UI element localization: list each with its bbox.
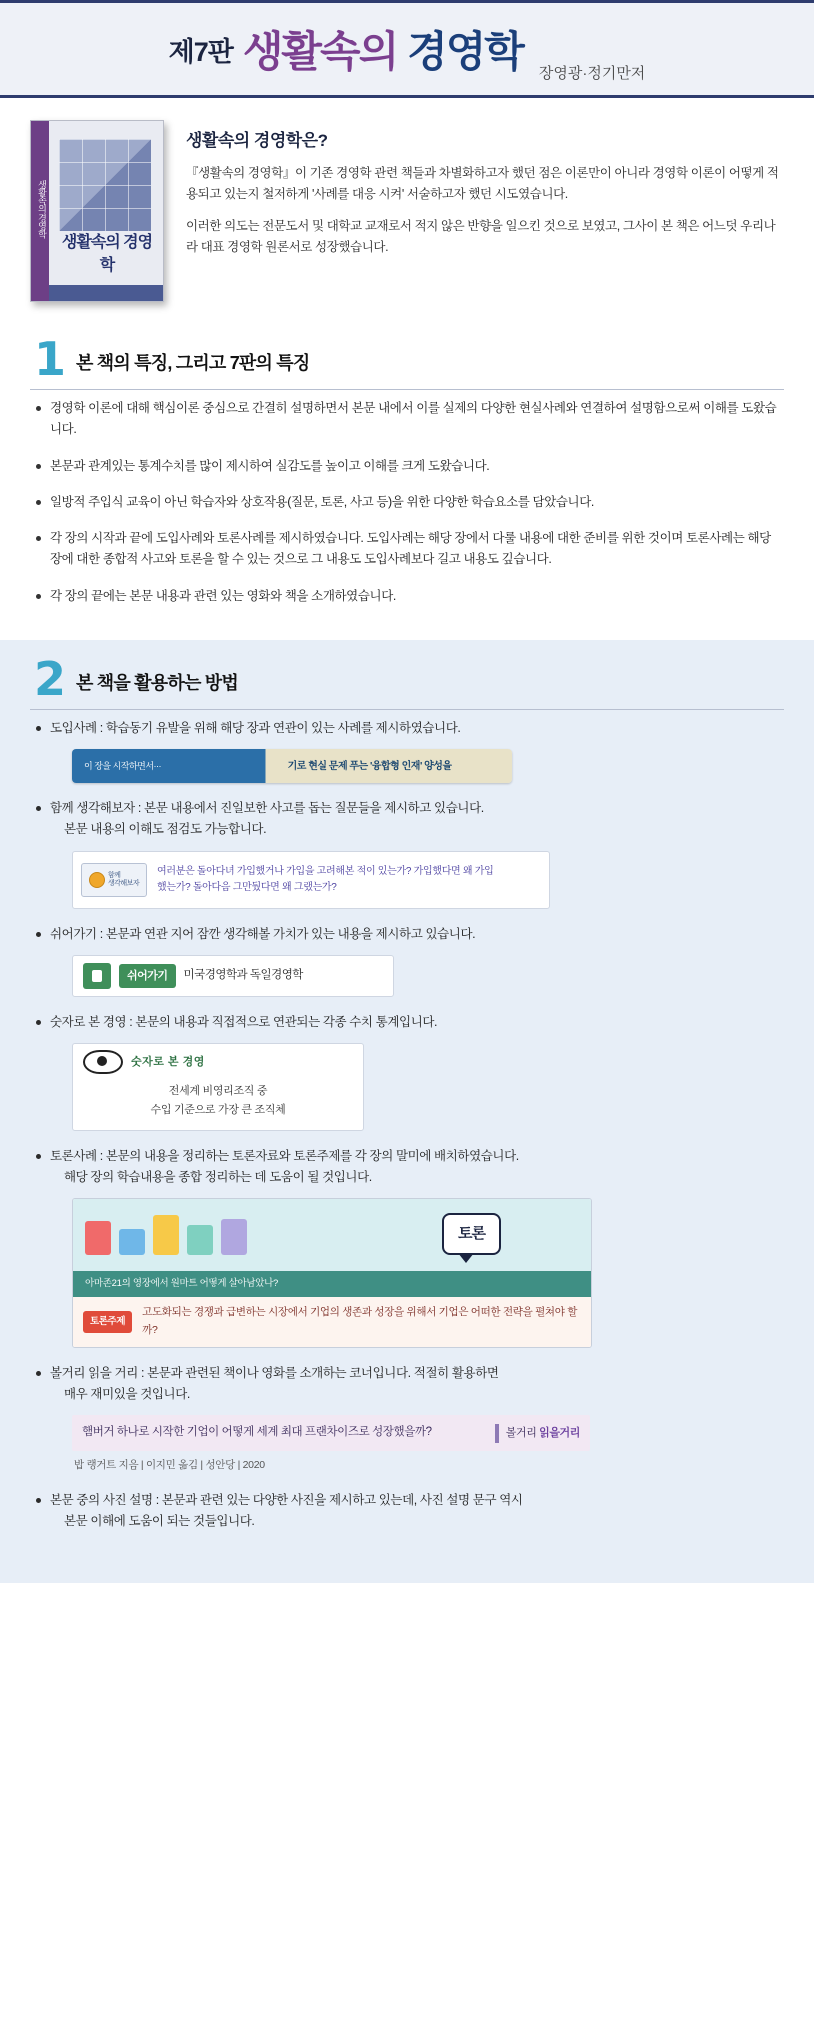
feature-text: 볼거리 읽을 거리 : 본문과 관련된 책이나 영화를 소개하는 코너입니다. 적절히 활용하면	[50, 1365, 499, 1380]
sample-debate-case	[72, 1198, 784, 1348]
debate-illustration	[73, 1215, 247, 1255]
bottom-spacer	[30, 1547, 784, 1565]
sample-intro-case-right: 기로 현실 문제 푸는 '융합형 인재' 양성을	[287, 760, 452, 772]
person-icon	[89, 872, 105, 888]
list-item	[30, 924, 784, 997]
intro-paragraph-1: 『생활속의 경영학』이 기존 경영학 관련 책들과 차별화하고자 했던 점은 이론만이 아니라 경영학 이론이 어떻게 적용되고 있는지 철저하게 '사례를 대응 시켜' 서술하고자 했던 시도였습니다.	[186, 166, 779, 201]
list-item	[30, 798, 784, 909]
numbers-line-1: 전세계 비영리조직 중	[168, 1085, 268, 1098]
intro-section	[0, 98, 814, 320]
list-item: 경영학 이론에 대해 핵심이론 중심으로 간결히 설명하면서 본문 내에서 이를 실제의 다양한 현실사례와 연결하여 설명함으로써 이해를 도왔습니다.	[30, 398, 784, 441]
section1-header	[30, 326, 784, 389]
section-book-features	[0, 320, 814, 640]
feature-text: 도입사례 : 학습동기 유발을 위해 해당 장과 연관이 있는 사례를 제시하였습니다.	[50, 720, 461, 735]
intro-text-block	[186, 120, 784, 302]
header-authors: 장영광·정기만저	[538, 65, 646, 82]
debate-bubble: 토론	[442, 1213, 501, 1255]
feature-text-continued: 본문 내용의 이해도 점검도 가능합니다.	[64, 822, 267, 837]
rest-tag: 쉬어가기	[119, 964, 176, 989]
think-badge-line2: 생각해보자	[107, 879, 140, 887]
think-line-2: 했는가? 돌아다음 그만뒀다면 왜 그랬는가?	[157, 881, 337, 893]
think-badge-line1: 함께	[107, 871, 121, 879]
read-label: 읽을거리	[539, 1426, 580, 1439]
watch-label: 볼거리	[505, 1426, 537, 1439]
watch-read-meta: 밥 랭거트 지음 | 이지민 옮김 | 성안당 | 2020	[74, 1458, 265, 1471]
list-item: 본문과 관계있는 통계수치를 많이 제시하여 실감도를 높이고 이해를 크게 도왔습니다.	[30, 456, 784, 477]
book-spine-title: 생활속의 경영학	[37, 180, 47, 238]
watch-read-label	[495, 1424, 580, 1443]
list-item	[30, 1146, 784, 1348]
numbers-body	[83, 1082, 353, 1119]
sample-rest-break	[72, 955, 784, 997]
section1-title: 본 책의 특징, 그리고 7판의 특징	[76, 353, 310, 374]
section2-feature-list	[30, 718, 784, 1532]
section-how-to-use	[0, 640, 814, 1583]
sample-intro-case	[72, 749, 784, 783]
feature-text-continued: 매우 재미있을 것입니다.	[64, 1387, 190, 1402]
watch-read-question: 햄버거 하나로 시작한 기업이 어떻게 세계 최대 프랜차이즈로 성장했을까?	[82, 1426, 432, 1439]
list-item	[30, 718, 784, 783]
section1-number: 1	[34, 332, 67, 386]
eye-icon	[83, 1050, 123, 1074]
list-item: 각 장의 끝에는 본문 내용과 관련 있는 영화와 책을 소개하였습니다.	[30, 586, 784, 607]
book-cover-graphic	[59, 139, 151, 231]
header-title-part1: 생활속의	[242, 28, 398, 75]
debate-banner	[73, 1199, 591, 1271]
debate-subtitle: 아마존21의 영장에서 원마트 어떻게 살아남았나?	[73, 1271, 591, 1297]
think-badge	[81, 863, 147, 897]
calendar-icon	[221, 1219, 247, 1255]
sample-intro-case-left: 이 장을 시작하면서···	[84, 760, 162, 771]
magnifier-icon	[119, 1229, 145, 1255]
list-item	[30, 1490, 784, 1533]
chart-icon	[85, 1221, 111, 1255]
list-item	[30, 1012, 784, 1131]
think-line-1: 여러분은 돌아다녀 가입했거나 가입을 고려해본 적이 있는가? 가입했다면 왜 가입	[157, 865, 494, 877]
list-item: 각 장의 시작과 끝에 도입사례와 토론사례를 제시하였습니다. 도입사례는 해당 장에서 다룰 내용에 대한 준비를 위한 것이며 토론사례는 해당 장에 대한 종합적 사고와 토론을 할 수 있는 것으로 그 내용도 도입사례보다 길고 내용도 깊습니다.	[30, 528, 784, 571]
feature-text: 토론사례 : 본문의 내용을 정리하는 토론자료와 토론주제를 각 장의 말미에 배치하였습니다.	[50, 1148, 519, 1163]
feature-text-continued: 해당 장의 학습내용을 종합 정리하는 데 도움이 될 것입니다.	[64, 1169, 372, 1184]
think-badge-text	[108, 872, 139, 888]
clipboard-icon	[187, 1225, 213, 1255]
feature-text: 숫자로 본 경영 : 본문의 내용과 직접적으로 연관되는 각종 수치 통계입니다.	[50, 1014, 438, 1029]
intro-paragraph-2: 이러한 의도는 전문도서 및 대학교 교재로서 적지 않은 반향을 일으킨 것으로 보였고, 그사이 본 책은 어느덧 우리나라 대표 경영학 원론서로 성장했습니다.	[186, 219, 776, 254]
feature-text: 쉬어가기 : 본문과 연관 지어 잠깐 생각해볼 가치가 있는 내용을 제시하고 있습니다.	[50, 926, 476, 941]
think-body	[157, 864, 493, 896]
section1-divider	[30, 389, 784, 390]
page-header	[0, 0, 814, 98]
header-edition: 제7판	[168, 36, 233, 67]
section2-header	[30, 646, 784, 709]
debate-topic-row	[73, 1297, 591, 1347]
section1-bullet-list	[30, 398, 784, 607]
book-cover-title: 생활속의 경영학	[61, 234, 153, 274]
numbers-line-2: 수입 기준으로 가장 큰 조직체	[150, 1103, 286, 1116]
section2-title: 본 책을 활용하는 방법	[76, 672, 238, 693]
bar-chart-icon	[153, 1215, 179, 1255]
section2-number: 2	[34, 651, 67, 706]
feature-text: 본문 중의 사진 설명 : 본문과 관련 있는 다양한 사진을 제시하고 있는데, 사진 설명 문구 역시	[50, 1492, 523, 1507]
sample-numbers-in-management	[72, 1043, 784, 1130]
list-item: 일방적 주입식 교육이 아닌 학습자와 상호작용(질문, 토론, 사고 등)을 위한 다양한 학습요소를 담았습니다.	[30, 492, 784, 513]
feature-text: 함께 생각해보자 : 본문 내용에서 진일보한 사고를 돕는 질문들을 제시하고 있습니다.	[50, 801, 484, 816]
book-cover-bottom-bar	[49, 285, 163, 301]
intro-heading: 생활속의 경영학은?	[186, 131, 328, 150]
list-item	[30, 1363, 784, 1475]
debate-topic-tag: 토론주제	[83, 1311, 132, 1333]
section2-divider	[30, 709, 784, 710]
debate-topic-question: 고도화되는 경쟁과 급변하는 시장에서 기업의 생존과 성장을 위해서 기업은 어떠한 전략을 펼쳐야 할까?	[142, 1306, 578, 1337]
rest-label: 미국경영학과 독일경영학	[183, 969, 303, 982]
numbers-title: 숫자로 본 경영	[131, 1055, 205, 1068]
sample-think-together	[72, 851, 784, 909]
book-icon	[83, 963, 111, 989]
feature-text-continued: 본문 이해에 도움이 되는 것들입니다.	[64, 1514, 255, 1529]
sample-watch-read	[72, 1415, 784, 1474]
header-title-part2: 경영학	[407, 28, 523, 75]
book-cover-image	[30, 120, 164, 302]
